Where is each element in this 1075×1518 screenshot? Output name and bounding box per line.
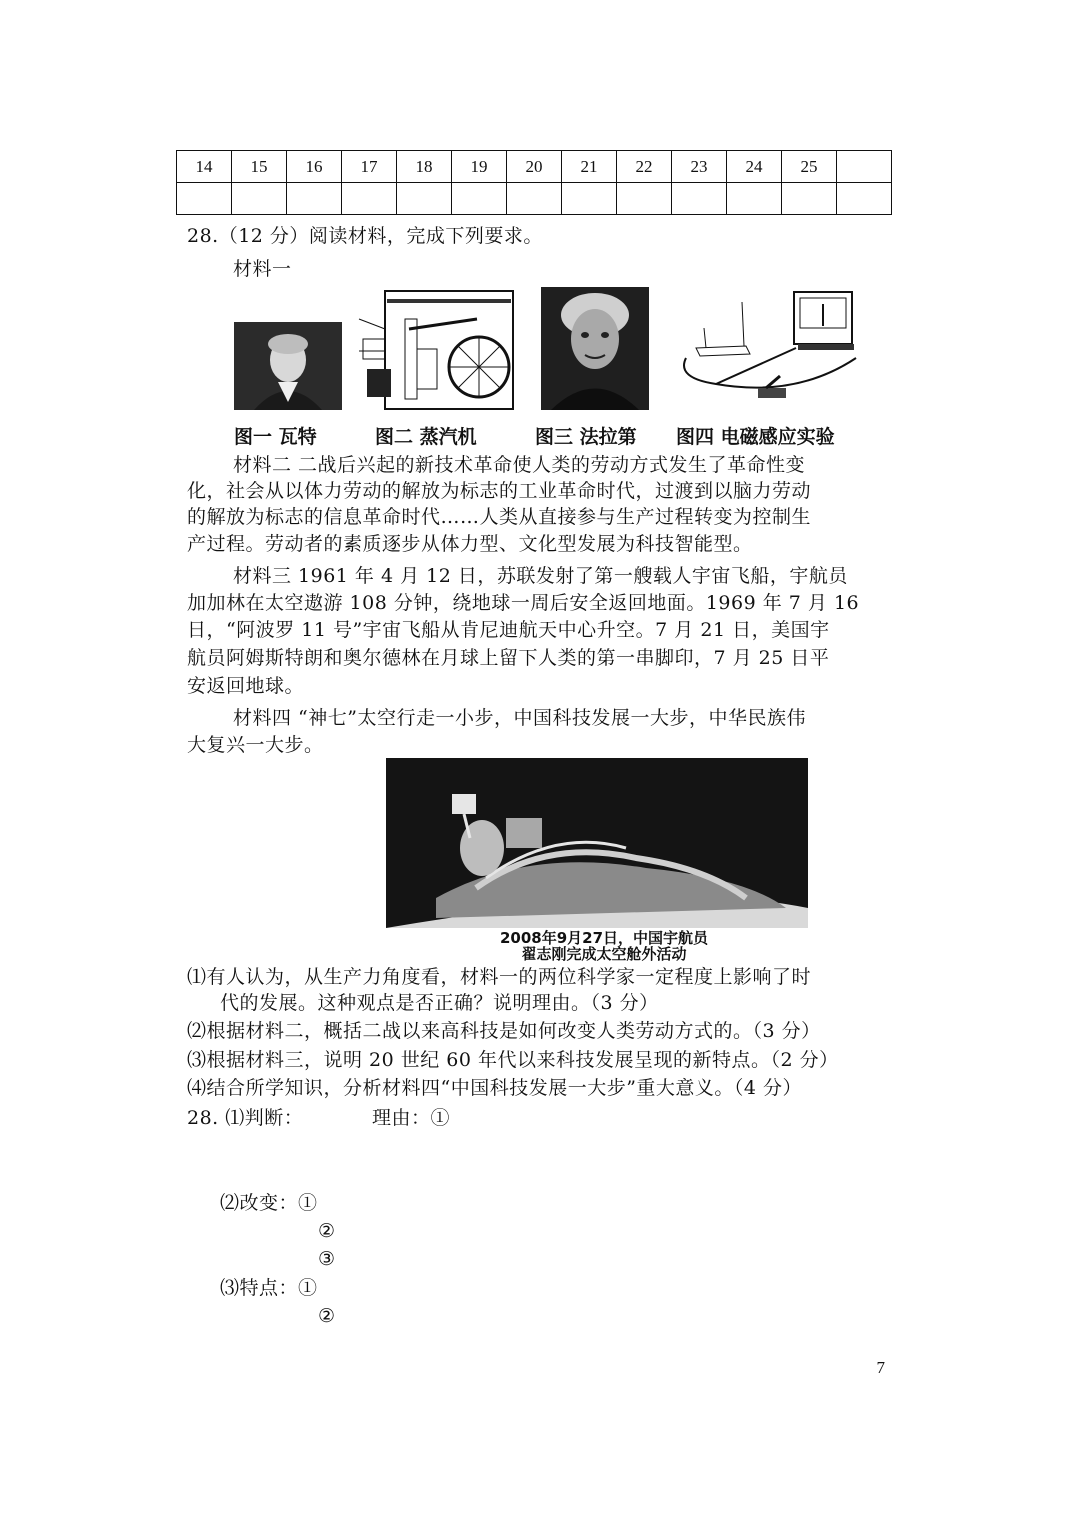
table-cell: 18 (397, 151, 452, 183)
answer-table (176, 150, 892, 215)
table-cell: 16 (287, 151, 342, 183)
answer-cell[interactable] (397, 183, 452, 215)
table-cell: 15 (232, 151, 287, 183)
photo-caption-line: 2008年9月27日，中国宇航员 (499, 929, 709, 947)
table-cell: 17 (342, 151, 397, 183)
table-row (177, 151, 892, 183)
table-cell: 25 (782, 151, 837, 183)
answer-cell[interactable] (342, 183, 397, 215)
material4-line: 大复兴一大步。 (187, 734, 324, 756)
material2-line: 的解放为标志的信息革命时代……人类从直接参与生产过程转变为控制生 (187, 506, 812, 528)
table-cell: 22 (617, 151, 672, 183)
answer-cell[interactable] (617, 183, 672, 215)
answer-cell[interactable] (452, 183, 507, 215)
answer-cell[interactable] (782, 183, 837, 215)
watt-portrait (234, 322, 342, 410)
material3-line: 航员阿姆斯特朗和奥尔德林在月球上留下人类的第一串脚印，7 月 25 日平 (187, 647, 830, 669)
material2-line: 化，社会从以体力劳动的解放为标志的工业革命时代，过渡到以脑力劳动 (187, 480, 812, 502)
answer-q2-label: ⑵改变：① (220, 1192, 318, 1214)
subquestion-1-cont: 代的发展。这种观点是否正确？说明理由。（3 分） (220, 992, 659, 1014)
table-row (177, 183, 892, 215)
caption-figure2: 图二 蒸汽机 (375, 426, 477, 448)
answer-cell[interactable] (177, 183, 232, 215)
answer-q1-reason: 理由：① (372, 1107, 451, 1129)
spacewalk-photo (386, 758, 808, 928)
material4-line: 材料四 “神七”太空行走一小步，中国科技发展一大步，中华民族伟 (233, 707, 806, 729)
answer-cell[interactable] (287, 183, 342, 215)
table-cell: 24 (727, 151, 782, 183)
subquestion-1: ⑴有人认为，从生产力角度看，材料一的两位科学家一定程度上影响了时 (187, 966, 812, 988)
portrait-icon (541, 287, 649, 410)
table-cell: 20 (507, 151, 562, 183)
answer-cell[interactable] (562, 183, 617, 215)
answer-q2-item: ③ (318, 1248, 336, 1270)
spacewalk-icon (386, 758, 808, 928)
answer-cell[interactable] (232, 183, 287, 215)
answer-cell[interactable] (837, 183, 892, 215)
table-cell: 23 (672, 151, 727, 183)
answer-q3-item: ② (318, 1305, 336, 1327)
subquestion-2: ⑵根据材料二，概括二战以来高科技是如何改变人类劳动方式的。（3 分） (187, 1020, 821, 1042)
answer-q1-prefix: 28. ⑴判断： (187, 1107, 304, 1129)
subquestion-3: ⑶根据材料三，说明 20 世纪 60 年代以来科技发展呈现的新特点。（2 分） (187, 1049, 839, 1071)
page-number: 7 (876, 1358, 885, 1377)
answer-q2-item: ② (318, 1220, 336, 1242)
galvanometer-icon (676, 288, 872, 410)
answer-q3-label: ⑶特点：① (220, 1277, 318, 1299)
material3-line: 安返回地球。 (187, 675, 305, 697)
faraday-portrait (541, 287, 649, 410)
portrait-icon (234, 322, 342, 410)
table-cell (837, 151, 892, 183)
material3-line: 材料三 1961 年 4 月 12 日，苏联发射了第一艘载人宇宙飞船，宇航员 (233, 565, 848, 587)
material2-line: 材料二 二战后兴起的新技术革命使人类的劳动方式发生了革命性变 (233, 454, 806, 476)
table-cell: 14 (177, 151, 232, 183)
material3-line: 加加林在太空遨游 108 分钟，绕地球一周后安全返回地面。1969 年 7 月 16 (187, 592, 860, 614)
steam-engine-figure (357, 289, 517, 411)
material2-line: 产过程。劳动者的素质逐步从体力型、文化型发展为科技智能型。 (187, 533, 753, 555)
answer-cell[interactable] (672, 183, 727, 215)
table-cell: 21 (562, 151, 617, 183)
steam-engine-icon (357, 289, 517, 411)
table-cell: 19 (452, 151, 507, 183)
induction-experiment-figure (676, 288, 872, 410)
material1-label: 材料一 (233, 258, 292, 280)
answer-cell[interactable] (727, 183, 782, 215)
caption-figure3: 图三 法拉第 (535, 426, 637, 448)
caption-figure1: 图一 瓦特 (234, 426, 317, 448)
caption-figure4: 图四 电磁感应实验 (676, 426, 835, 448)
question-title: 28.（12 分）阅读材料，完成下列要求。 (187, 225, 543, 247)
answer-cell[interactable] (507, 183, 562, 215)
material3-line: 日，“阿波罗 11 号”宇宙飞船从肯尼迪航天中心升空。7 月 21 日，美国宇 (187, 619, 830, 641)
subquestion-4: ⑷结合所学知识，分析材料四“中国科技发展一大步”重大意义。（4 分） (187, 1077, 803, 1099)
photo-caption-line: 翟志刚完成太空舱外活动 (521, 945, 687, 963)
